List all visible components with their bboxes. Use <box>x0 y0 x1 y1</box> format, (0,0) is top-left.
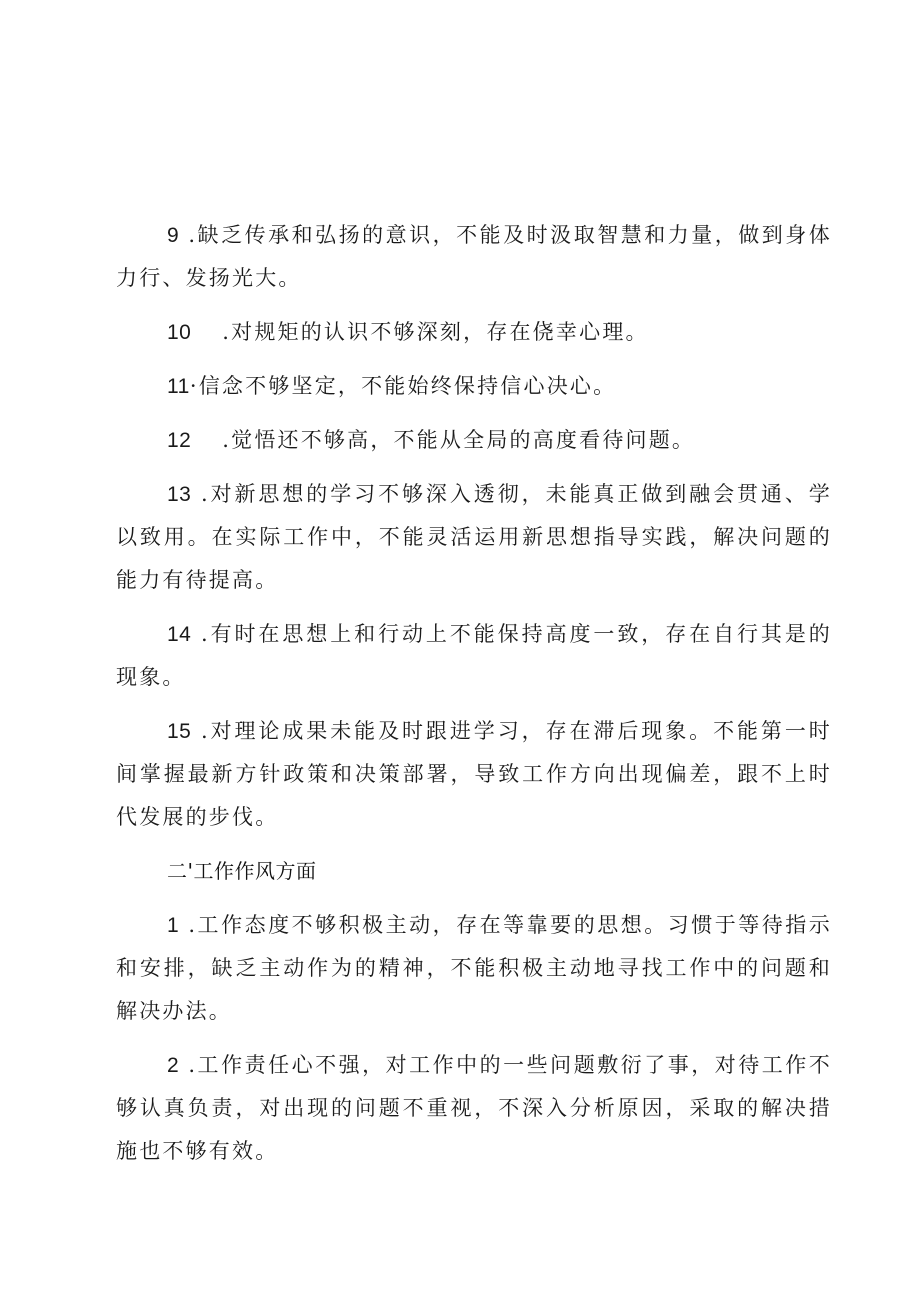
section-paragraph-2 <box>116 1044 832 1173</box>
item-number: 1 <box>167 914 180 937</box>
paragraph-15 <box>116 710 832 839</box>
item-separator: . <box>191 622 210 646</box>
item-separator: . <box>213 428 232 452</box>
item-number: 14 <box>167 623 192 646</box>
paragraph-14 <box>116 613 832 699</box>
item-separator: . <box>179 1053 198 1077</box>
item-separator: . <box>213 320 232 344</box>
item-text: 对规矩的认识不够深刻，存在侥幸心理。 <box>231 320 649 344</box>
item-text: 信念不够坚定，不能始终保持信心决心。 <box>198 374 617 398</box>
paragraph-13 <box>116 473 832 602</box>
item-text: 有时在思想上和行动上不能保持高度一致，存在自行其是的现象。 <box>116 622 832 689</box>
paragraph-11 <box>116 365 832 408</box>
item-number: 2 <box>167 1054 180 1077</box>
item-text: 工作态度不够积极主动，存在等靠要的思想。习惯于等待指示和安排，缺乏主动作为的精神，不能积极主动地寻找工作中的问题和解决办法。 <box>116 913 832 1023</box>
section-heading: 二'工作作风方面 <box>167 859 317 883</box>
document-body <box>116 214 832 1184</box>
item-text: 对新思想的学习不够深入透彻，未能真正做到融会贯通、学以致用。在实际工作中，不能灵活运用新思想指导实践，解决问题的能力有待提高。 <box>116 482 832 592</box>
item-number: 15 <box>167 720 192 743</box>
item-text: 觉悟还不够高，不能从全局的高度看待问题。 <box>231 428 696 452</box>
item-separator: . <box>191 719 210 743</box>
item-number: 11 <box>167 375 190 398</box>
paragraph-9 <box>116 214 832 300</box>
item-number: 12 <box>167 429 192 452</box>
item-separator: . <box>179 223 198 247</box>
item-separator: . <box>179 913 198 937</box>
item-text: 工作责任心不强，对工作中的一些问题敷衍了事，对待工作不够认真负责，对出现的问题不重视，不深入分析原因，采取的解决措施也不够有效。 <box>116 1053 832 1163</box>
item-separator: . <box>191 482 210 506</box>
paragraph-10 <box>116 311 832 354</box>
item-number: 13 <box>167 483 192 506</box>
item-separator: · <box>189 374 199 398</box>
item-text: 缺乏传承和弘扬的意识，不能及时汲取智慧和力量，做到身体力行、发扬光大。 <box>116 223 832 290</box>
item-number: 10 <box>167 321 192 344</box>
paragraph-12 <box>116 419 832 462</box>
item-number: 9 <box>167 224 180 247</box>
section-paragraph-1 <box>116 904 832 1033</box>
item-text: 对理论成果未能及时跟进学习，存在滞后现象。不能第一时间掌握最新方针政策和决策部署，导致工作方向出现偏差，跟不上时代发展的步伐。 <box>116 719 832 829</box>
